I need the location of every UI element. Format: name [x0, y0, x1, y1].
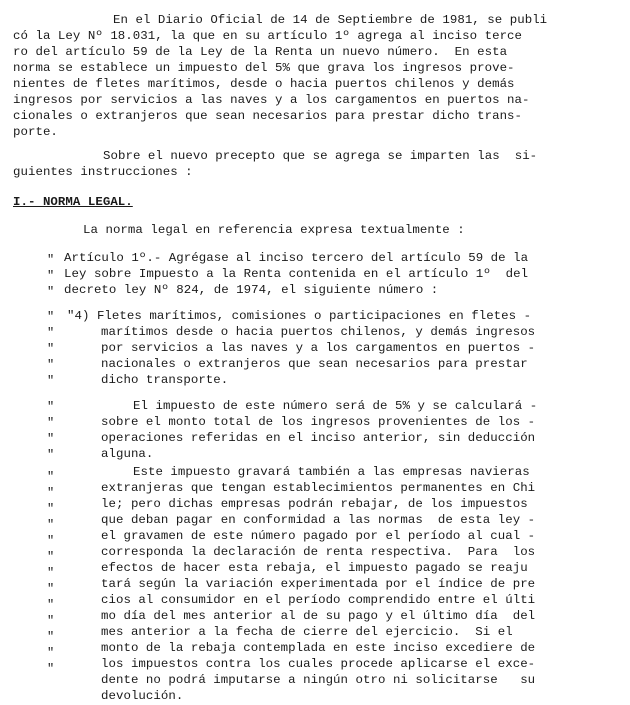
gravara-line: corresponda la declaración de renta respectiva. Para los	[101, 545, 536, 559]
item4-line: dicho transporte.	[101, 373, 229, 387]
item4-line: por servicios a las naves y a los cargamentos en puertos -	[101, 341, 536, 355]
intro-line: norma se establece un impuesto del 5% que grava los ingresos prove-	[13, 61, 515, 75]
impuesto-line: sobre el monto total de los ingresos provenientes de los -	[101, 415, 536, 429]
gravara-line: le; pero dichas empresas podrán rebajar, de los impuestos	[101, 497, 528, 511]
quote-mark: "	[47, 269, 55, 283]
quote-mark: "	[47, 662, 55, 676]
gravara-line: monto de la rebaja contemplada en este inciso excediere de	[101, 641, 536, 655]
impuesto-line: El impuesto de este número será de 5% y se calculará -	[133, 399, 538, 413]
quote-mark: "	[47, 285, 55, 299]
quote-mark: "	[47, 374, 55, 388]
article-line: Ley sobre Impuesto a la Renta contenida en el artículo 1º del	[64, 267, 529, 281]
quote-mark: "	[47, 310, 55, 324]
quote-mark: "	[47, 358, 55, 372]
quote-mark: "	[47, 550, 55, 564]
precept-line: Sobre el nuevo precepto que se agrega se imparten las si-	[103, 149, 538, 163]
gravara-line: que deban pagar en conformidad a las normas de esta ley -	[101, 513, 536, 527]
quote-mark: "	[47, 630, 55, 644]
gravara-line: cios al consumidor en el período comprendido entre el últi	[101, 593, 536, 607]
item4-line: marítimos desde o hacia puertos chilenos, y demás ingresos	[101, 325, 536, 339]
quote-mark: "	[47, 614, 55, 628]
impuesto-line: operaciones referidas en el inciso anterior, sin deducción	[101, 431, 536, 445]
gravara-line: devolución.	[101, 689, 184, 703]
quote-mark: "	[47, 566, 55, 580]
quote-mark: "	[47, 326, 55, 340]
gravara-line: mes anterior a la fecha de cierre del ejercicio. Si el	[101, 625, 513, 639]
gravara-line: tará según la variación experimentada por el índice de pre	[101, 577, 536, 591]
intro-line: ro del artículo 59 de la Ley de la Renta un nuevo número. En esta	[13, 45, 508, 59]
gravara-line: efectos de hacer esta rebaja, el impuesto pagado se reaju	[101, 561, 528, 575]
item4-line: nacionales o extranjeros que sean necesarios para prestar	[101, 357, 528, 371]
quote-mark: "	[47, 486, 55, 500]
intro-line: nientes de fletes marítimos, desde o hacia puertos chilenos y demás	[13, 77, 515, 91]
quote-mark: "	[47, 448, 55, 462]
quote-mark: "	[47, 534, 55, 548]
gravara-line: los impuestos contra los cuales procede aplicarse el exce-	[101, 657, 536, 671]
quote-mark: "	[47, 582, 55, 596]
article-line: decreto ley Nº 824, de 1974, el siguiente número :	[64, 283, 439, 297]
section-heading: I.- NORMA LEGAL.	[13, 195, 133, 209]
intro-line: En el Diario Oficial de 14 de Septiembre de 1981, se publi	[113, 13, 548, 27]
quote-mark: "	[47, 400, 55, 414]
quote-mark: "	[47, 253, 55, 267]
gravara-line: Este impuesto gravará también a las empresas navieras	[133, 465, 530, 479]
intro-line: cionales o extranjeros que sean necesarios para prestar dicho trans-	[13, 109, 523, 123]
intro-line: porte.	[13, 125, 58, 139]
norma-intro: La norma legal en referencia expresa textualmente :	[83, 223, 465, 237]
gravara-line: el gravamen de este número pagado por el período al cual -	[101, 529, 536, 543]
gravara-line: dente no podrá imputarse a ningún otro ni solicitarse su	[101, 673, 536, 687]
item4-line: "4) Fletes marítimos, comisiones o participaciones en fletes -	[67, 309, 532, 323]
quote-mark: "	[47, 502, 55, 516]
quote-mark: "	[47, 470, 55, 484]
intro-line: có la Ley Nº 18.031, la que en su artículo 1º agrega al inciso terce	[13, 29, 523, 43]
gravara-line: mo día del mes anterior al de su pago y el último día del	[101, 609, 536, 623]
quote-mark: "	[47, 646, 55, 660]
impuesto-line: alguna.	[101, 447, 154, 461]
intro-line: ingresos por servicios a las naves y a los cargamentos en puertos na-	[13, 93, 530, 107]
article-line: Artículo 1º.- Agrégase al inciso tercero del artículo 59 de la	[64, 251, 529, 265]
quote-mark: "	[47, 598, 55, 612]
quote-mark: "	[47, 432, 55, 446]
quote-mark: "	[47, 342, 55, 356]
precept-line: guientes instrucciones :	[13, 165, 193, 179]
quote-mark: "	[47, 518, 55, 532]
quote-mark: "	[47, 416, 55, 430]
gravara-line: extranjeras que tengan establecimientos permanentes en Chi	[101, 481, 536, 495]
